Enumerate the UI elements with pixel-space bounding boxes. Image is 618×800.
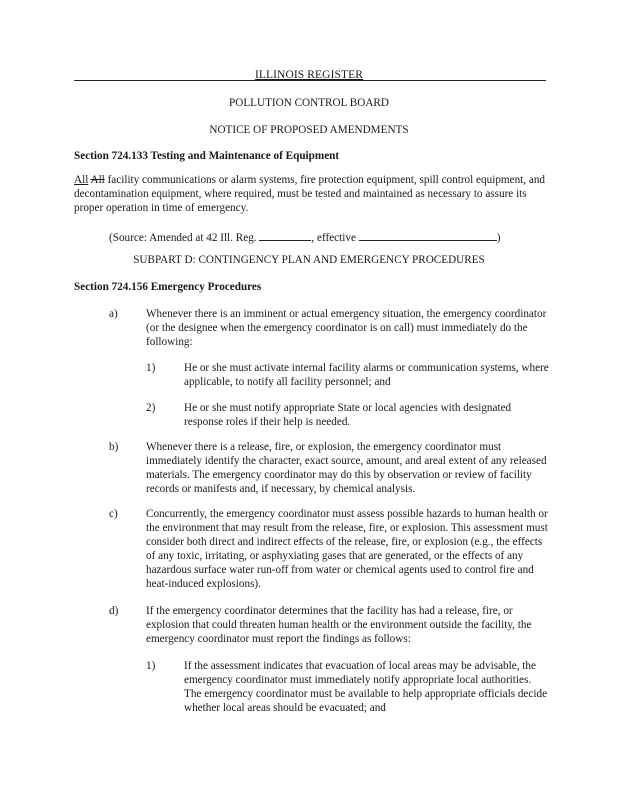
item-a-text: Whenever there is an imminent or actual emergency situation, the emergency coordinator (or the designee when the emergency coordinator is on call) must immediately do the following: bbox=[146, 308, 547, 348]
register-header: ILLINOIS REGISTER bbox=[254, 69, 364, 81]
section-133-body: facility communications or alarm systems, fire protection equipment, spill control equipment, and decontamination equipment, where required, must be tested and maintained as necessary to assure its proper operation in time of emergency. bbox=[74, 174, 546, 214]
board-name: POLLUTION CONTROL BOARD bbox=[229, 97, 389, 109]
item-c-label: c) bbox=[109, 508, 118, 520]
header-rule bbox=[74, 80, 546, 81]
section-133-text bbox=[74, 173, 546, 215]
item-d-label: d) bbox=[109, 605, 119, 617]
item-a1-text: He or she must activate internal facility alarms or communication systems, where applicable, to notify all facility personnel; and bbox=[184, 362, 549, 388]
section-133-heading: Section 724.133 Testing and Maintenance of Equipment bbox=[74, 150, 340, 162]
subpart-title: SUBPART D: CONTINGENCY PLAN AND EMERGENCY PROCEDURES bbox=[133, 254, 485, 266]
item-a2-text: He or she must notify appropriate State or local agencies with designated response roles if their help is needed. bbox=[184, 402, 512, 428]
item-d1-text: If the assessment indicates that evacuation of local areas may be advisable, the emergency coordinator must immediately notify appropriate local authorities. The emergency coordinator must be available to help appropriate officials decide whether local areas should be evacuated; and bbox=[184, 660, 548, 714]
inserted-text: All bbox=[74, 174, 89, 186]
item-a2-label: 2) bbox=[146, 402, 156, 414]
section-156-heading: Section 724.156 Emergency Procedures bbox=[74, 281, 262, 293]
item-c-text: Concurrently, the emergency coordinator must assess possible hazards to human health or the environment that may result from the release, fire, or explosion. This assessment must consider both direct and indirect effects of the release, fire, or explosion (e.g., the effects of any toxic, irritating, or asphyxiating gases that are generated, or the effects of any hazardous surface water run-off from water or chemical agents used to control fire and heat-induced explosions). bbox=[146, 508, 548, 590]
item-a1-label: 1) bbox=[146, 362, 156, 374]
item-b-label: b) bbox=[109, 441, 119, 453]
source-note: (Source: Amended at 42 Ill. Reg. , effective ) bbox=[109, 232, 501, 244]
item-d1-label: 1) bbox=[146, 660, 156, 672]
deleted-text: All bbox=[90, 174, 105, 186]
item-d-text: If the emergency coordinator determines that the facility has had a release, fire, or explosion that could threaten human health or the environment outside the facility, the emergency coordinator must report the findings as follows: bbox=[146, 605, 532, 645]
notice-title: NOTICE OF PROPOSED AMENDMENTS bbox=[209, 124, 409, 136]
item-b-text: Whenever there is a release, fire, or explosion, the emergency coordinator must immediately identify the character, exact source, amount, and areal extent of any released materials. The emergency coordinator may do this by observation or review of facility records or manifests and, if necessary, by chemical analysis. bbox=[146, 441, 547, 495]
item-a-label: a) bbox=[109, 308, 118, 320]
